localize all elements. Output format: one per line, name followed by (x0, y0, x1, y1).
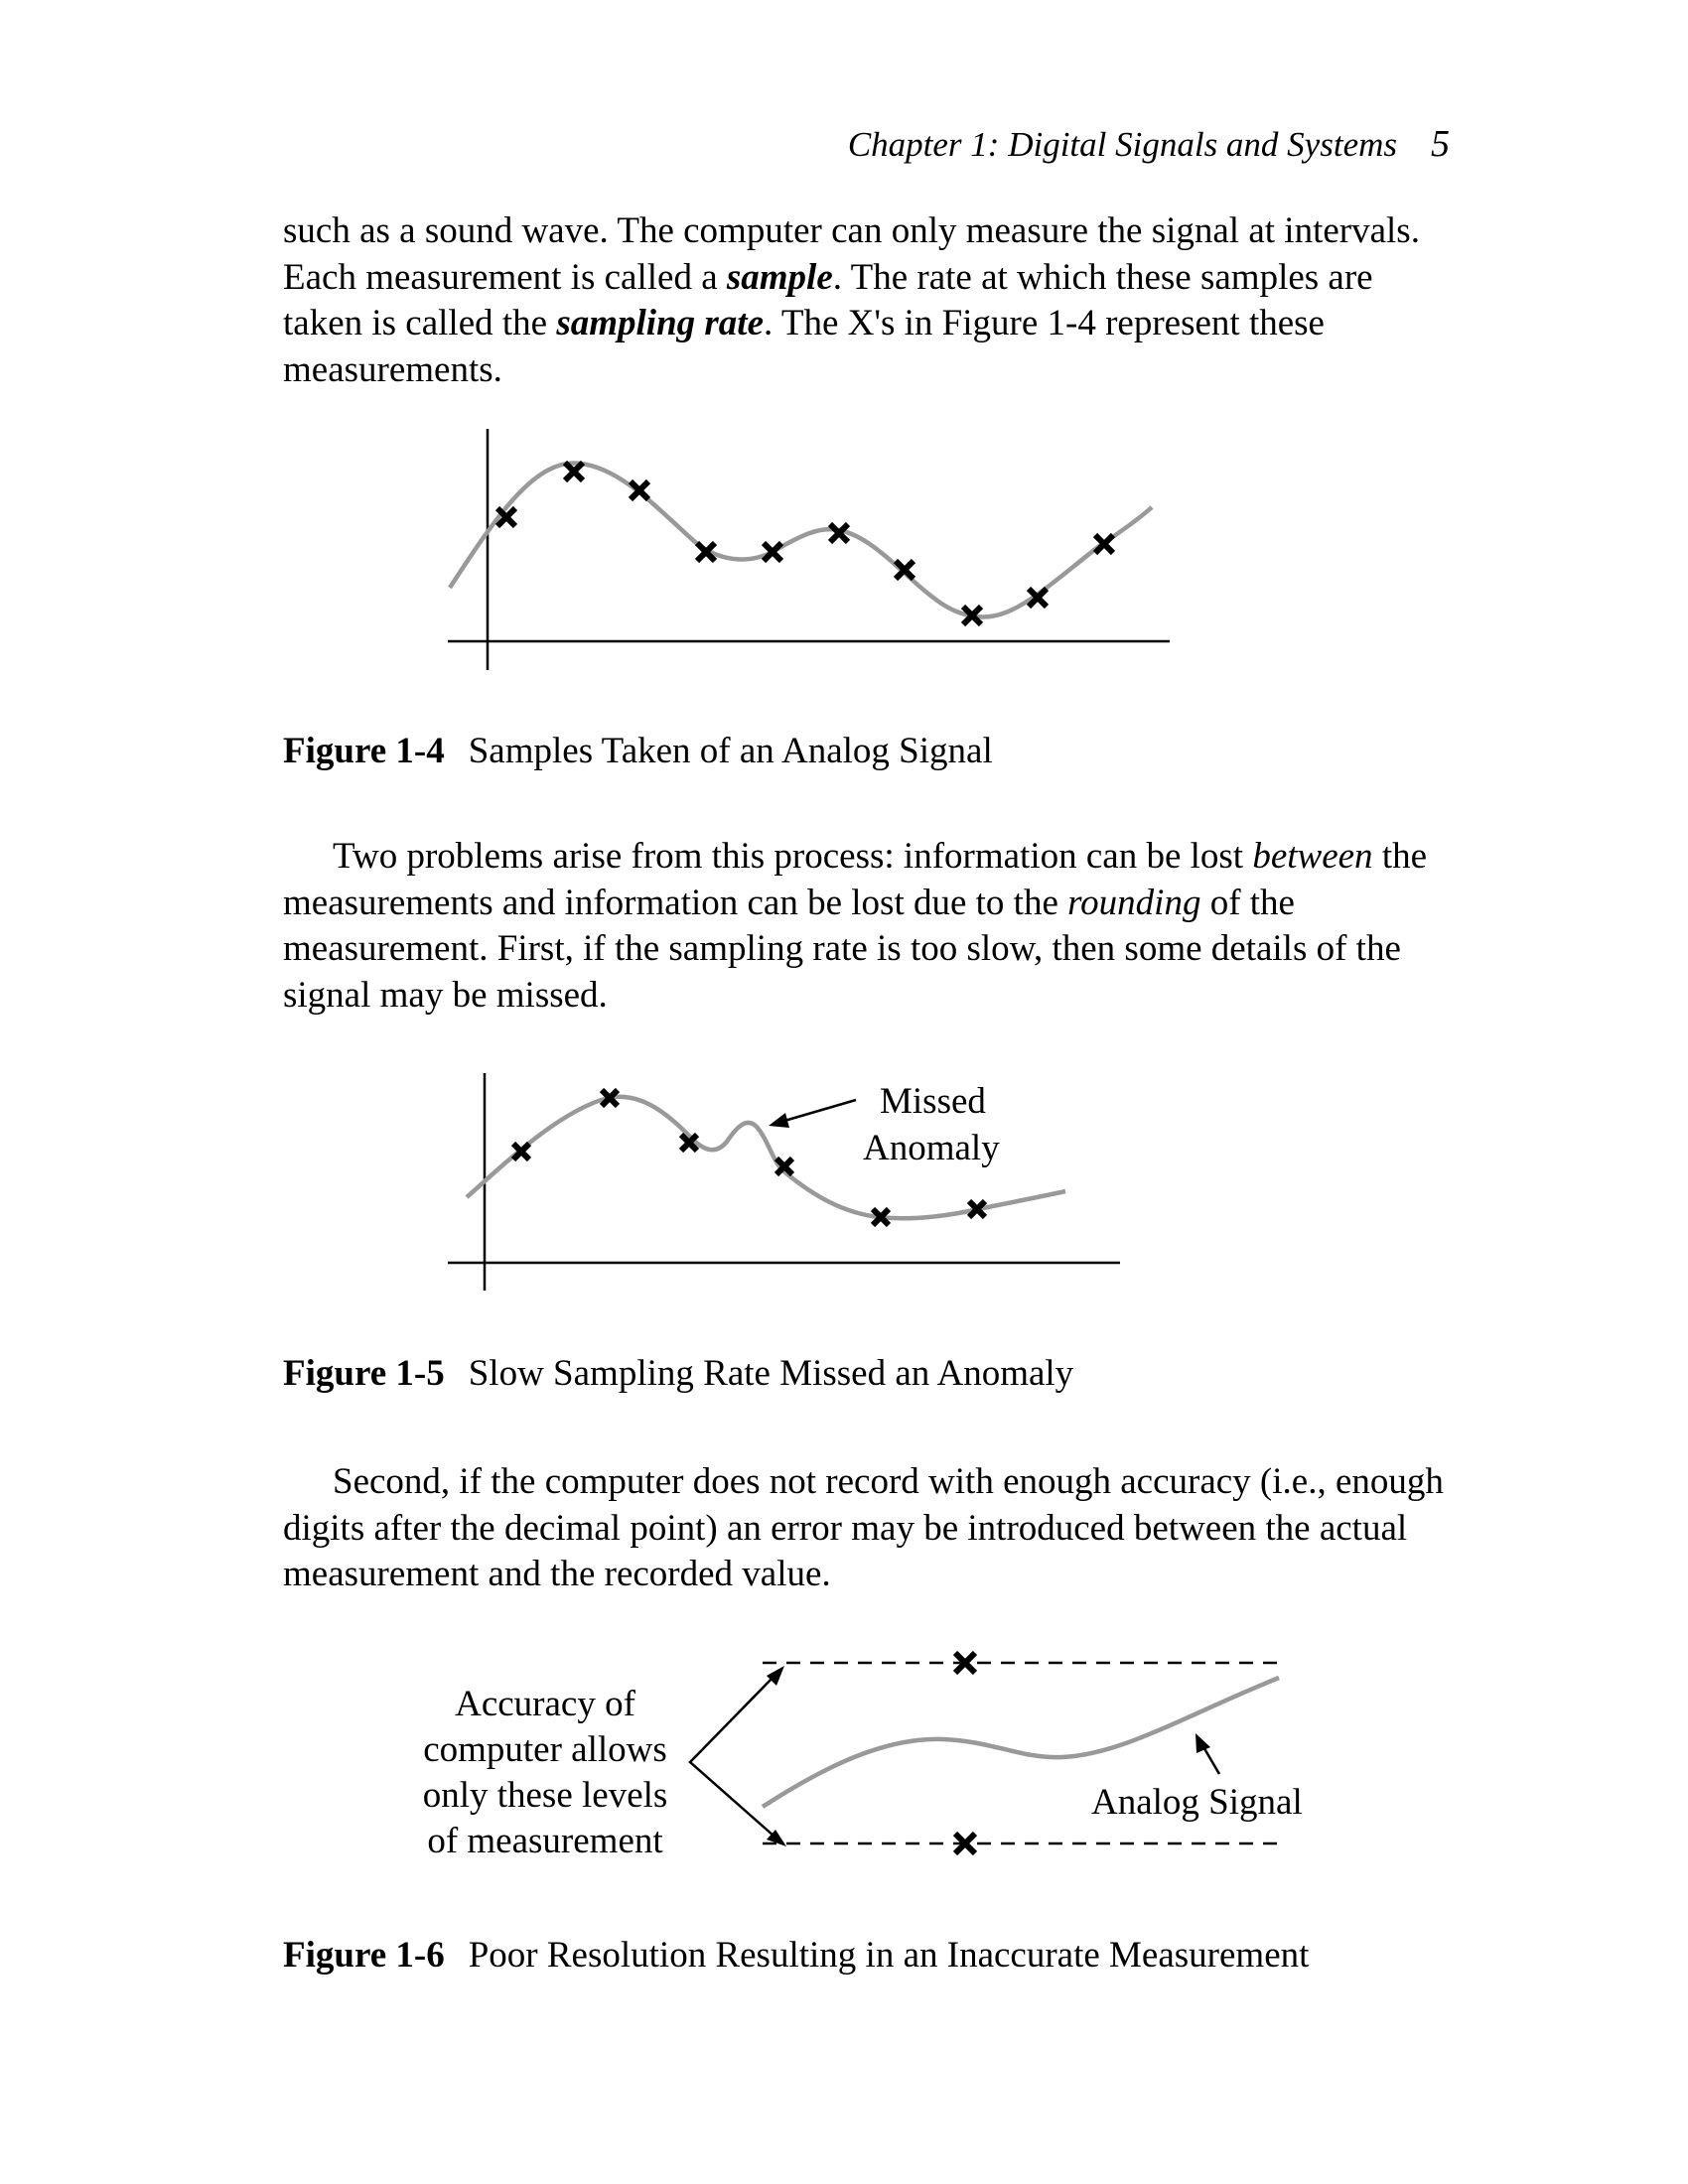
figure-label: Figure 1-6 (283, 1935, 445, 1976)
accuracy-label-line3: only these levels (422, 1775, 668, 1816)
annotation-anomaly: Anomaly (863, 1128, 1000, 1168)
figure-caption-text: Poor Resolution Resulting in an Inaccurate Measurement (468, 1935, 1310, 1976)
page-number: 5 (1431, 123, 1450, 165)
paragraph-text: such as a sound wave. The computer can only measure the signal at intervals. Each measurement is called a (283, 210, 1420, 298)
paragraph-text: the measurements and information can be lost due to the (283, 836, 1428, 923)
chapter-title: Chapter 1: Digital Signals and Systems (847, 125, 1397, 164)
accuracy-label-line2: computer allows (423, 1729, 667, 1770)
figure-label: Figure 1-5 (283, 1353, 445, 1394)
measurement-markers (955, 1653, 975, 1853)
accuracy-label-line4: of measurement (427, 1821, 663, 1861)
emphasis-between: between (1252, 836, 1373, 877)
analog-signal-label: Analog Signal (1091, 1782, 1303, 1823)
paragraph-text: . The X's in Figure 1-4 represent these measurements. (283, 303, 1325, 390)
accuracy-arrows (690, 1676, 774, 1837)
annotation-missed: Missed (880, 1081, 986, 1122)
paragraph-text: Two problems arise from this process: information can be lost (333, 836, 1253, 877)
paragraph-text: Second, if the computer does not record with enough accuracy (i.e., enough digits after the decimal point) an error may be introduced between the actual measurement and the recorded value. (283, 1461, 1444, 1594)
figure-caption-text: Slow Sampling Rate Missed an Anomaly (468, 1353, 1074, 1394)
figure-1-6-caption (283, 1934, 1309, 1977)
term-sampling-rate: sampling rate (556, 303, 765, 343)
figure-caption-text: Samples Taken of an Analog Signal (468, 731, 993, 771)
accuracy-label-line1: Accuracy of (455, 1684, 635, 1724)
emphasis-rounding: rounding (1067, 882, 1201, 923)
paragraph-text: . The rate at which these samples are taken is called the (283, 256, 1373, 343)
signal-label-arrow (1196, 1733, 1219, 1774)
figure-label: Figure 1-4 (283, 731, 445, 771)
paragraph-text: of the measurement. First, if the sampling rate is too slow, then some details of the signal may be missed. (283, 882, 1401, 1016)
term-sample: sample (726, 256, 833, 298)
